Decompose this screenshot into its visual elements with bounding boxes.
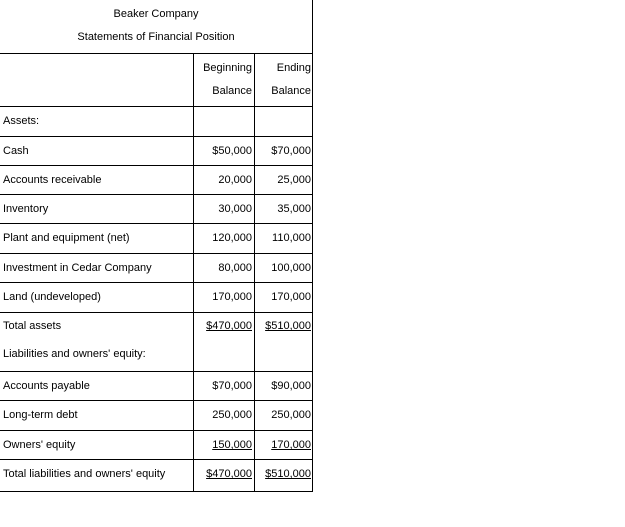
empty-cell bbox=[255, 107, 312, 136]
total-assets-ending-cell bbox=[255, 313, 312, 371]
beginning-balance-header bbox=[194, 54, 255, 106]
beginning-value: $50,000 bbox=[194, 137, 255, 165]
table-row bbox=[0, 166, 312, 195]
beginning-value-underlined: $470,000 bbox=[206, 468, 252, 480]
table-row bbox=[0, 401, 312, 431]
ending-value: 170,000 bbox=[271, 291, 311, 303]
statement-title-block bbox=[0, 0, 312, 54]
row-label: Long-term debt bbox=[0, 401, 194, 430]
ending-value: 100,000 bbox=[271, 262, 311, 274]
beginning-value: 20,000 bbox=[194, 166, 255, 194]
total-assets-label-cell bbox=[0, 313, 194, 371]
ending-value: $70,000 bbox=[271, 145, 311, 157]
ending-value-underlined: $510,000 bbox=[265, 468, 311, 480]
row-label: Cash bbox=[0, 137, 194, 165]
total-assets-block bbox=[0, 313, 312, 372]
ending-value-underlined: 170,000 bbox=[271, 439, 311, 451]
assets-heading: Assets: bbox=[0, 107, 194, 136]
table-row bbox=[0, 460, 312, 491]
ending-header-line2: Balance bbox=[271, 85, 311, 97]
ending-value: $90,000 bbox=[271, 380, 311, 392]
table-row bbox=[0, 137, 312, 166]
beginning-value bbox=[194, 431, 255, 459]
row-label: Inventory bbox=[0, 195, 194, 223]
beginning-value bbox=[194, 460, 255, 491]
liabilities-heading: Liabilities and owners' equity: bbox=[3, 348, 146, 360]
total-assets-beginning: $470,000 bbox=[206, 320, 252, 332]
beginning-value-underlined: 150,000 bbox=[212, 439, 252, 451]
ending-value: 110,000 bbox=[272, 232, 311, 244]
beginning-value: 30,000 bbox=[194, 195, 255, 223]
row-label: Owners' equity bbox=[0, 431, 194, 459]
empty-cell bbox=[194, 107, 255, 136]
ending-value bbox=[255, 460, 312, 491]
assets-heading-row bbox=[0, 107, 312, 137]
beginning-value: $70,000 bbox=[194, 372, 255, 400]
ending-balance-header bbox=[255, 54, 312, 106]
row-label: Land (undeveloped) bbox=[0, 283, 194, 312]
company-name: Beaker Company bbox=[113, 8, 199, 20]
total-assets-beginning-cell bbox=[194, 313, 255, 371]
table-row bbox=[0, 372, 312, 401]
row-label: Accounts receivable bbox=[0, 166, 194, 194]
row-label: Accounts payable bbox=[0, 372, 194, 400]
ending-header-line1: Ending bbox=[276, 62, 311, 74]
table-row bbox=[0, 254, 312, 283]
table-row bbox=[0, 224, 312, 254]
column-header-row bbox=[0, 54, 312, 107]
label-header-cell bbox=[0, 54, 194, 106]
ending-value: 250,000 bbox=[271, 409, 311, 421]
beginning-value: 250,000 bbox=[194, 401, 255, 430]
beginning-header-line2: Balance bbox=[212, 85, 252, 97]
total-assets-ending: $510,000 bbox=[265, 320, 311, 332]
ending-value: 35,000 bbox=[277, 203, 311, 215]
beginning-value: 80,000 bbox=[194, 254, 255, 282]
statement-title: Statements of Financial Position bbox=[77, 31, 235, 43]
table-row bbox=[0, 431, 312, 460]
total-assets-label: Total assets bbox=[3, 320, 62, 332]
ending-value bbox=[255, 431, 312, 459]
beginning-header-line1: Beginning bbox=[203, 62, 252, 74]
row-label: Total liabilities and owners' equity bbox=[0, 460, 194, 491]
row-label: Investment in Cedar Company bbox=[0, 254, 194, 282]
beginning-value: 120,000 bbox=[194, 224, 255, 253]
table-row bbox=[0, 195, 312, 224]
financial-statement-table bbox=[0, 0, 313, 492]
table-row bbox=[0, 283, 312, 313]
row-label: Plant and equipment (net) bbox=[0, 224, 194, 253]
ending-value: 25,000 bbox=[277, 174, 311, 186]
beginning-value: 170,000 bbox=[194, 283, 255, 312]
